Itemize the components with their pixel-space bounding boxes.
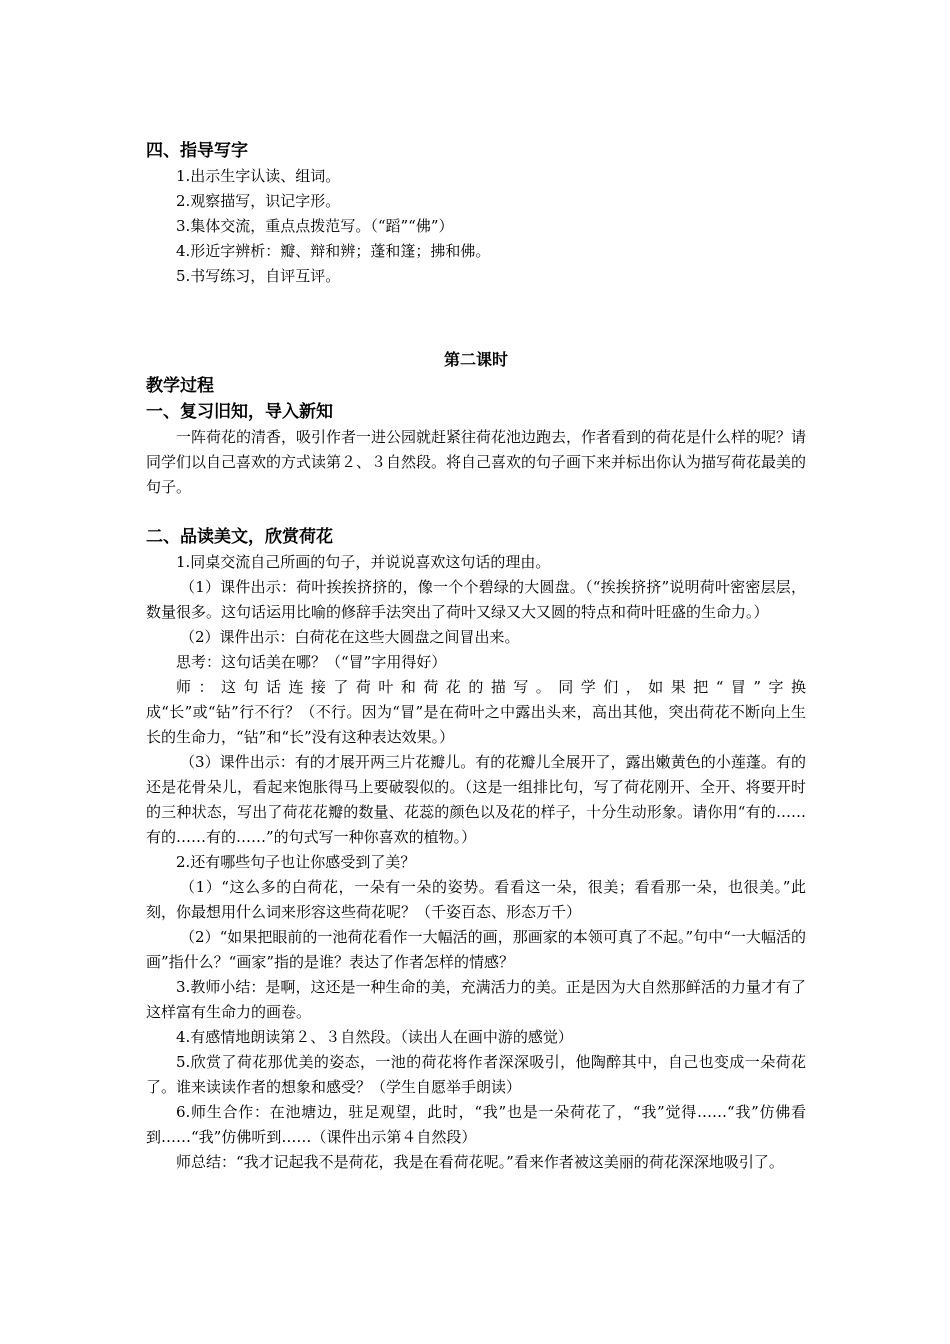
paragraph: （1）课件出示：荷叶挨挨挤挤的，像一个个碧绿的大圆盘。（“挨挨挤挤”说明荷叶密密层层，数量很多。这句话运用比喻的修辞手法突出了荷叶又绿又大又圆的特点和荷叶旺盛的生命力。） (146, 578, 806, 621)
process-label: 教学过程 (146, 376, 214, 396)
part-1-paragraph: 一阵荷花的清香，吸引作者一进公园就赶紧往荷花池边跑去，作者看到的荷花是什么样的呢？请同学们以自己喜欢的方式读第２、３自然段。将自己喜欢的句子画下来并标出你认为描写荷花最美的句子。 (146, 428, 807, 496)
list-item: 1.出示生字认读、组词。 (176, 167, 341, 185)
list-item: 4.形近字辨析：瓣、辩和辨；蓬和篷；拂和佛。 (176, 242, 491, 260)
paragraph: 思考：这句话美在哪？（“冒”字用得好） (176, 653, 447, 671)
paragraph: （2）“如果把眼前的一池荷花看作一大幅活的画，那画家的本领可真了不起。”句中“一大幅活的画”指什么？“画家”指的是谁？表达了作者怎样的情感？ (146, 928, 806, 971)
paragraph: （1）“这么多的白荷花，一朵有一朵的姿势。看看这一朵，很美；看看那一朵，也很美。”此刻，你最想用什么词来形容这些荷花呢？（千姿百态、形态万千） (146, 878, 806, 921)
document-page (146, 138, 806, 1175)
list-item: 5.书写练习，自评互评。 (176, 267, 341, 285)
paragraph: 3.教师小结：是啊，这还是一种生命的美，充满活力的美。正是因为大自然那鲜活的力量才有了这样富有生命力的画卷。 (146, 978, 806, 1021)
paragraph: （2）课件出示：白荷花在这些大圆盘之间冒出来。 (180, 628, 520, 646)
paragraph: 4.有感情地朗读第２、３自然段。（读出人在画中游的感觉） (176, 1028, 573, 1046)
part-1-heading: 一、复习旧知，导入新知 (146, 402, 333, 422)
section-4-heading: 四、指导写字 (146, 141, 248, 161)
lesson-title: 第二课时 (443, 350, 508, 369)
paragraph: 5.欣赏了荷花那优美的姿态，一池的荷花将作者深深吸引，他陶醉其中，自己也变成一朵荷花了。谁来读读作者的想象和感受？（学生自愿举手朗读） (146, 1053, 806, 1096)
paragraph: 1.同桌交流自己所画的句子，并说说喜欢这句话的理由。 (176, 553, 551, 571)
paragraph: 成“长”或“钻”行不行？（不行。因为“冒”是在荷叶之中露出头来，高出其他，突出荷花不断向上生长的生命力，“钻”和“长”没有这种表达效果。） (146, 703, 806, 746)
paragraph: 师：这句话连接了荷叶和荷花的描写。同学们，如果把“冒”字换 (176, 678, 806, 696)
part-2-heading: 二、品读美文，欣赏荷花 (146, 527, 333, 547)
paragraph: 师总结：“我才记起我不是荷花，我是在看荷花呢。”看来作者被这美丽的荷花深深地吸引了。 (176, 1153, 784, 1171)
list-item: 3.集体交流，重点点拨范写。（“蹈”“佛”） (176, 217, 454, 235)
paragraph: 2.还有哪些句子也让你感受到了美？ (176, 853, 416, 871)
paragraph: 6.师生合作：在池塘边，驻足观望，此时，“我”也是一朵荷花了，“我”觉得……“我”仿佛看到……“我”仿佛听到……（课件出示第４自然段） (146, 1103, 806, 1146)
list-item: 2.观察描写，识记字形。 (176, 192, 341, 210)
paragraph: （3）课件出示：有的才展开两三片花瓣儿。有的花瓣儿全展开了，露出嫩黄色的小莲蓬。有的还是花骨朵儿，看起来饱胀得马上要破裂似的。（这是一组排比句，写了荷花刚开、全开、将要开时的三种状态，写出了荷花花瓣的数量、花蕊的颜色以及花的样子，十分生动形象。请你用“有的……有的……有的……”的句式写一种你喜欢的植物。） (146, 753, 806, 846)
